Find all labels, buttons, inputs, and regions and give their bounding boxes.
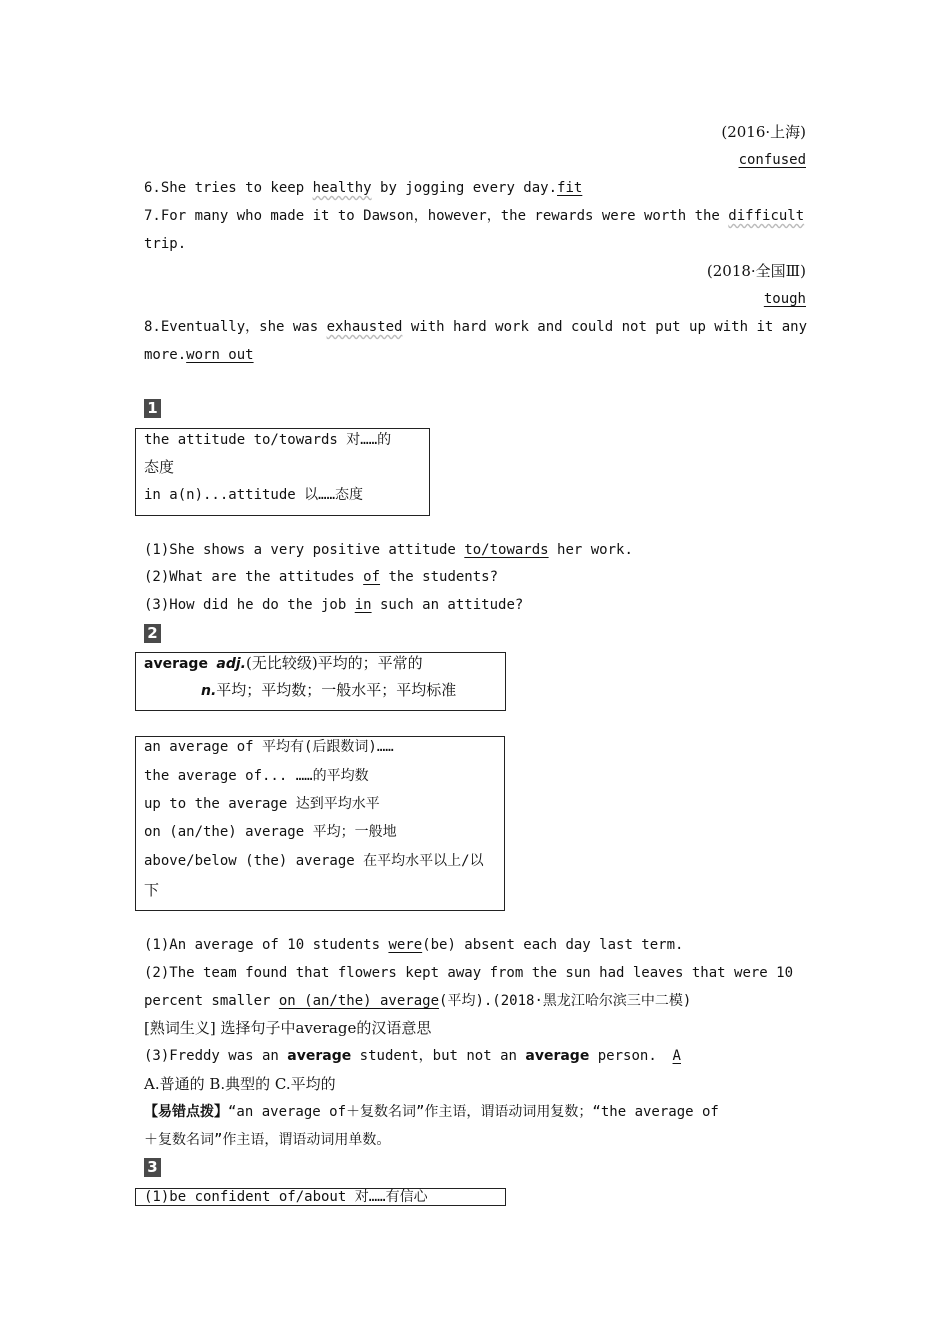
sentence-text: by jogging every day. [371,180,558,196]
exercise-7-cont [144,234,806,256]
source-citation [144,261,806,283]
part-of-speech: n. [201,683,217,699]
marked-word: healthy [312,180,372,196]
section-number-badge: 3 [144,1158,161,1177]
note-label: 【易错点拨】 [144,1104,228,1120]
phrase-line: 下 [144,881,160,899]
exercise-8-cont [144,345,806,367]
example-2-cont: percent smaller on (an/the) average(平均).(2018·黑龙江哈尔滨三中二模) [144,993,692,1009]
sentence-text: 8.Eventually，she was [144,319,327,335]
bold-word: average [525,1048,590,1064]
answer-text: were [388,937,423,953]
answer-text: in [354,597,372,613]
bold-word: average [287,1048,352,1064]
answer-text: of [363,569,381,585]
shuci-heading: [熟词生义] 选择句子中average的汉语意思 [144,1019,432,1037]
phrase-line: up to the average 达到平均水平 [144,796,380,812]
phrase-line: on (an/the) average 平均；一般地 [144,824,397,840]
answer-options: A.普通的 B.典型的 C.平均的 [144,1075,336,1093]
part-of-speech: adj. [216,656,246,672]
exercise-7 [144,206,806,228]
answer-text: confused [738,152,806,168]
example-1: (1)An average of 10 students were(be) absent each day last term. [144,937,684,953]
error-note-cont: ＋复数名词”作主语，谓语动词用单数。 [144,1132,391,1148]
sentence-text: trip. [144,236,187,252]
phrase-box [135,1188,506,1206]
section-number-badge: 2 [144,624,161,643]
answer-line [144,289,806,311]
exercise-8 [144,317,806,339]
error-note: 【易错点拨】“an average of＋复数名词”作主语，谓语动词用复数；“the average of [144,1104,719,1120]
sentence-text: 7.For many who made it to Dawson，however，the rewards were worth the [144,208,729,224]
marked-word: exhausted [326,319,403,335]
answer-text: fit [557,180,583,196]
example-3: (3)How did he do the job in such an attitude? [144,597,524,613]
phrase-box [135,428,430,516]
definition-line: average adj.(无比较级)平均的；平常的 [144,654,423,672]
citation-text: (2016·上海) [721,123,806,141]
source-citation [144,122,806,144]
phrase-line: 态度 [144,458,175,476]
definition-line: n.平均；平均数；一般水平；平均标准 [201,681,457,699]
answer-text: to/towards [464,542,549,558]
marked-word: difficult [728,208,805,224]
answer-text: tough [763,291,806,307]
phrase-box [135,736,505,911]
answer-blank: A [672,1048,681,1064]
section-number-badge: 1 [144,399,161,418]
answer-text: worn out [186,347,254,363]
sentence-text: with hard work and could not put up with it any [402,319,808,335]
sentence-text: more. [144,347,187,363]
phrase-line: in a(n)...attitude 以……态度 [144,487,364,503]
phrase-line: the average of... ……的平均数 [144,768,369,784]
phrase-line: an average of 平均有(后跟数词)…… [144,739,394,755]
headword: average [144,656,208,672]
answer-text: on (an/the) average [278,993,440,1009]
example-2: (2)The team found that flowers kept away from the sun had leaves that were 10 [144,965,794,981]
example-3: (3)Freddy was an average student，but not an average person. A [144,1046,806,1068]
answer-line [144,150,806,172]
definition-box [135,652,506,711]
phrase-line: the attitude to/towards 对……的 [144,432,392,448]
phrase-line: (1)be confident of/about 对……有信心 [144,1189,428,1205]
phrase-line: above/below (the) average 在平均水平以上/以 [144,853,484,869]
example-1: (1)She shows a very positive attitude to/towards her work. [144,542,633,558]
sentence-text: 6.She tries to keep [144,180,313,196]
exercise-6 [144,178,806,200]
example-2: (2)What are the attitudes of the students? [144,569,499,585]
citation-text: (2018·全国Ⅲ) [706,262,806,280]
